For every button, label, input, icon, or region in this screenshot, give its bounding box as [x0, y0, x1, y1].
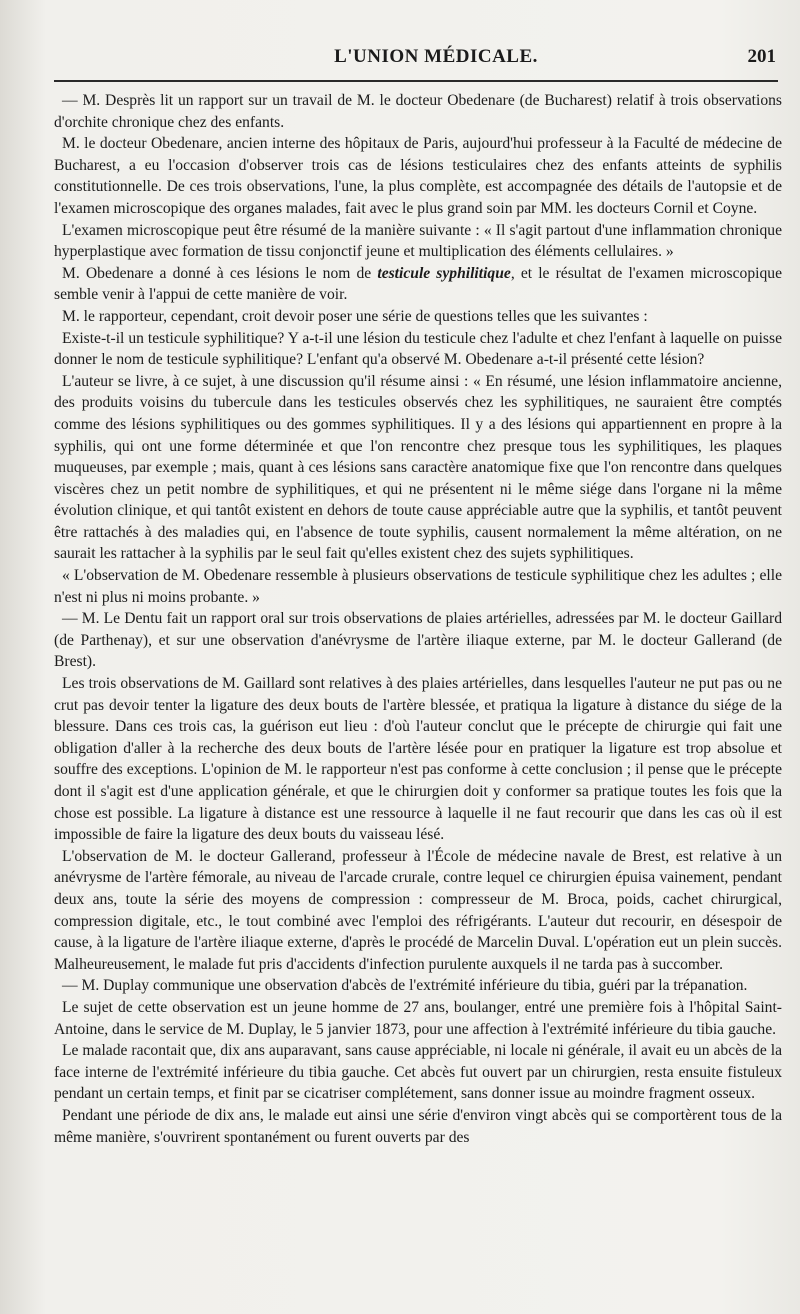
paragraph: Le sujet de cette observation est un jeune homme de 27 ans, boulanger, entré une première fois à l'hôpital Saint-Antoine, dans le service de M. Duplay, le 5 janvier 1873, pour une affection à l'extrémité inférieure du tibia gauche.: [54, 998, 782, 1038]
running-title: L'UNION MÉDICALE.: [334, 46, 538, 67]
paragraph: « L'observation de M. Obedenare ressemble à plusieurs observations de testicule syphilitique chez les adultes ; elle n'est ni plus ni moins probante. »: [54, 567, 782, 606]
paragraph-text: M. Obedenare a donné à ces lésions le nom de: [62, 264, 378, 282]
paragraph: — M. Desprès lit un rapport sur un travail de M. le docteur Obedenare (de Bucharest) relatif à trois observations d'orchite chronique chez des enfants.: [54, 92, 782, 131]
paragraph: — M. Duplay communique une observation d'abcès de l'extrémité inférieure du tibia, guéri par la trépanation.: [62, 977, 748, 995]
paragraph: — M. Le Dentu fait un rapport oral sur trois observations de plaies artérielles, adressées par M. le docteur Gaillard (de Parthenay), et sur une observation d'anévrysme de l'artère iliaque externe, par M. le docteur Gallerand (de Brest).: [54, 610, 782, 671]
paragraph: Existe-t-il un testicule syphilitique? Y a-t-il une lésion du testicule chez l'adulte et chez l'enfant à laquelle on puisse donner le nom de testicule syphilitique? L'enfant qu'a observé M. Obedenare a-t-il présenté cette lésion?: [54, 329, 782, 369]
paragraph: M. le docteur Obedenare, ancien interne des hôpitaux de Paris, aujourd'hui professeur à la Faculté de médecine de Bucharest, a eu l'occasion d'observer trois cas de lésions testiculaires chez des enfants atteints de syphilis constitutionnelle. De ces trois observations, l'une, la plus complète, est accompagnée des détails de l'autopsie et de l'examen microscopique des organes malades, fait avec le plus grand soin par MM. les docteurs Cornil et Coyne.: [54, 135, 782, 217]
paragraph: M. le rapporteur, cependant, croit devoir poser une série de questions telles que les suivantes :: [62, 307, 648, 325]
article-body: [54, 90, 782, 1148]
page-header: [54, 44, 778, 82]
paragraph: [54, 263, 782, 306]
paragraph: Pendant une période de dix ans, le malade eut ainsi une série d'environ vingt abcès qui se comportèrent tous de la même manière, s'ouvrirent spontanément ou furent ouverts par des: [54, 1106, 782, 1146]
paragraph: L'auteur se livre, à ce sujet, à une discussion qu'il résume ainsi : « En résumé, une lésion inflammatoire ancienne, des produits voisins du tubercule dans les testicules observés chez les syphilitiques, ne sauraient être comptés comme des lésions syphilitiques ou des gommes syphilitiques. Il y a des lésions qui appartiennent en propre à la syphilis, qui ont une forme déterminée et que l'on rencontre chez presque tous les syphilitiques, les plaques muqueuses, par exemple ; mais, quant à ces lésions sans caractère anatomique fixe que l'on rencontre dans quelques viscères chez un petit nombre de syphilitiques, et qui ne présentent ni le même siége dans l'organe ni la même évolution clinique, et qui tantôt existent en dehors de toute cause appréciable autre que la syphilis, et tantôt peuvent être rattachés à des maladies qui, en l'absence de toute syphilis, causent normalement la même altération, on ne saurait les rattacher à la syphilis par le seul fait qu'elles existent chez des sujets syphilitiques.: [54, 372, 782, 563]
paragraph: L'examen microscopique peut être résumé de la manière suivante : « Il s'agit partout d'une inflammation chronique hyperplastique avec formation de tissu conjonctif jeune et multiplication des éléments cellulaires. »: [54, 221, 782, 261]
paragraph: Les trois observations de M. Gaillard sont relatives à des plaies artérielles, dans lesquelles l'auteur ne put pas ou ne crut pas devoir tenter la ligature des deux bouts de l'artère blessée, et pratiqua la ligature à distance du siége de la blessure. Dans ces trois cas, la guérison eut lieu : d'où l'auteur conclut que le précepte de chirurgie qui fait une obligation d'aller à la recherche des deux bouts de l'artère lésée pour en pratiquer la ligature est trop absolue et souffre des exceptions. L'opinion de M. le rapporteur n'est pas conforme à cette conclusion ; il pense que le précepte dont il s'agit est d'une application générale, et que le chirurgien doit y conformer sa pratique toutes les fois que la chose est possible. La ligature à distance est une ressource à laquelle il ne faut recourir que dans les cas où il est impossible de faire la ligature des deux bouts du vaisseau lésé.: [54, 675, 782, 844]
paragraph: L'observation de M. le docteur Gallerand, professeur à l'École de médecine navale de Brest, est relative à un anévrysme de l'artère fémorale, au niveau de l'arcade crurale, contre lequel ce chirurgien épuisa vainement, pendant deux ans, toute la série des moyens de compression : compresseur de M. Broca, poids, cachet chirurgical, compression digitale, etc., le tout combiné avec l'emploi des réfrigérants. L'auteur dut recourir, en désespoir de cause, à la ligature de l'artère iliaque externe, d'après le procédé de Marcelin Duval. L'opération eut un plein succès. Malheureusement, le malade fut pris d'accidents d'infection purulente auxquels il ne tarda pas à succomber.: [54, 847, 782, 973]
paragraph-text: , et le résultat de l'examen microscopique semble venir à l'appui de cette manière de voir.: [54, 264, 782, 304]
page-number: 201: [747, 46, 776, 67]
paragraph: Le malade racontait que, dix ans auparavant, sans cause appréciable, ni locale ni générale, il avait eu un abcès de la face interne de l'extrémité inférieure du tibia gauche. Cet abcès fut ouvert par un chirurgien, resta ensuite fistuleux pendant un certain temps, et finit par se cicatriser complétement, sans donner issue au moindre fragment osseux.: [54, 1042, 782, 1103]
italic-term: testicule syphilitique: [377, 264, 511, 282]
